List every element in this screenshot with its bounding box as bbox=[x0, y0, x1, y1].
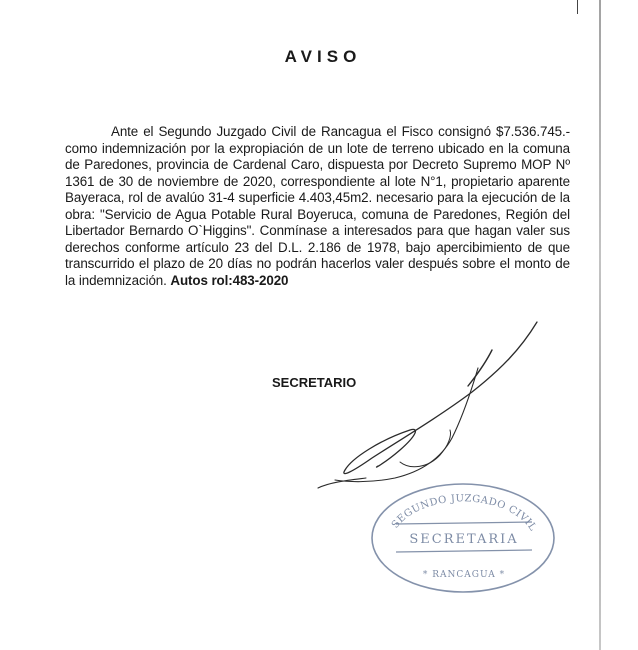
notice-title: AVISO bbox=[284, 47, 362, 66]
case-reference: Autos rol:483-2020 bbox=[170, 272, 289, 288]
court-stamp bbox=[368, 480, 558, 595]
notice-body bbox=[65, 124, 570, 289]
notice-body-text: Ante el Segundo Juzgado Civil de Rancagua el Fisco consignó $7.536.745.- como indemnización por la expropiación de un lote de terreno ubicado en la comuna de Paredones, provincia de Cardenal Caro, dispuesta por Decreto Supremo MOP Nº 1361 de 30 de noviembre de 2020, correspondiente al lote N°1, propietario aparente Bayeraca, rol de avalúo 31-4 superficie 4.403,45m2. necesario para la ejecución de la obra: "Servicio de Agua Potable Rural Boyeruca, comuna de Paredones, Región del Libertador Bernardo O`Higgins". Conmínase a interesados para que hagan valer sus derechos conforme artículo 23 del D.L. 2.186 de 1978, bajo apercibimiento de que transcurrido el plazo de 20 días no podrán hacerlos valer después sobre el monto de la indemnización. bbox=[65, 124, 570, 288]
stamp-bottom-text: * RANCAGUA * bbox=[422, 570, 506, 580]
stamp-top-text: SEGUNDO JUZGADO CIVIL bbox=[389, 493, 539, 534]
edge-mark bbox=[577, 0, 578, 14]
svg-text:SEGUNDO JUZGADO CIVIL bbox=[390, 493, 538, 533]
page-edge-line bbox=[599, 0, 601, 650]
stamp-center-text: SECRETARIA bbox=[409, 532, 519, 547]
signer-title: SECRETARIO bbox=[272, 375, 357, 390]
